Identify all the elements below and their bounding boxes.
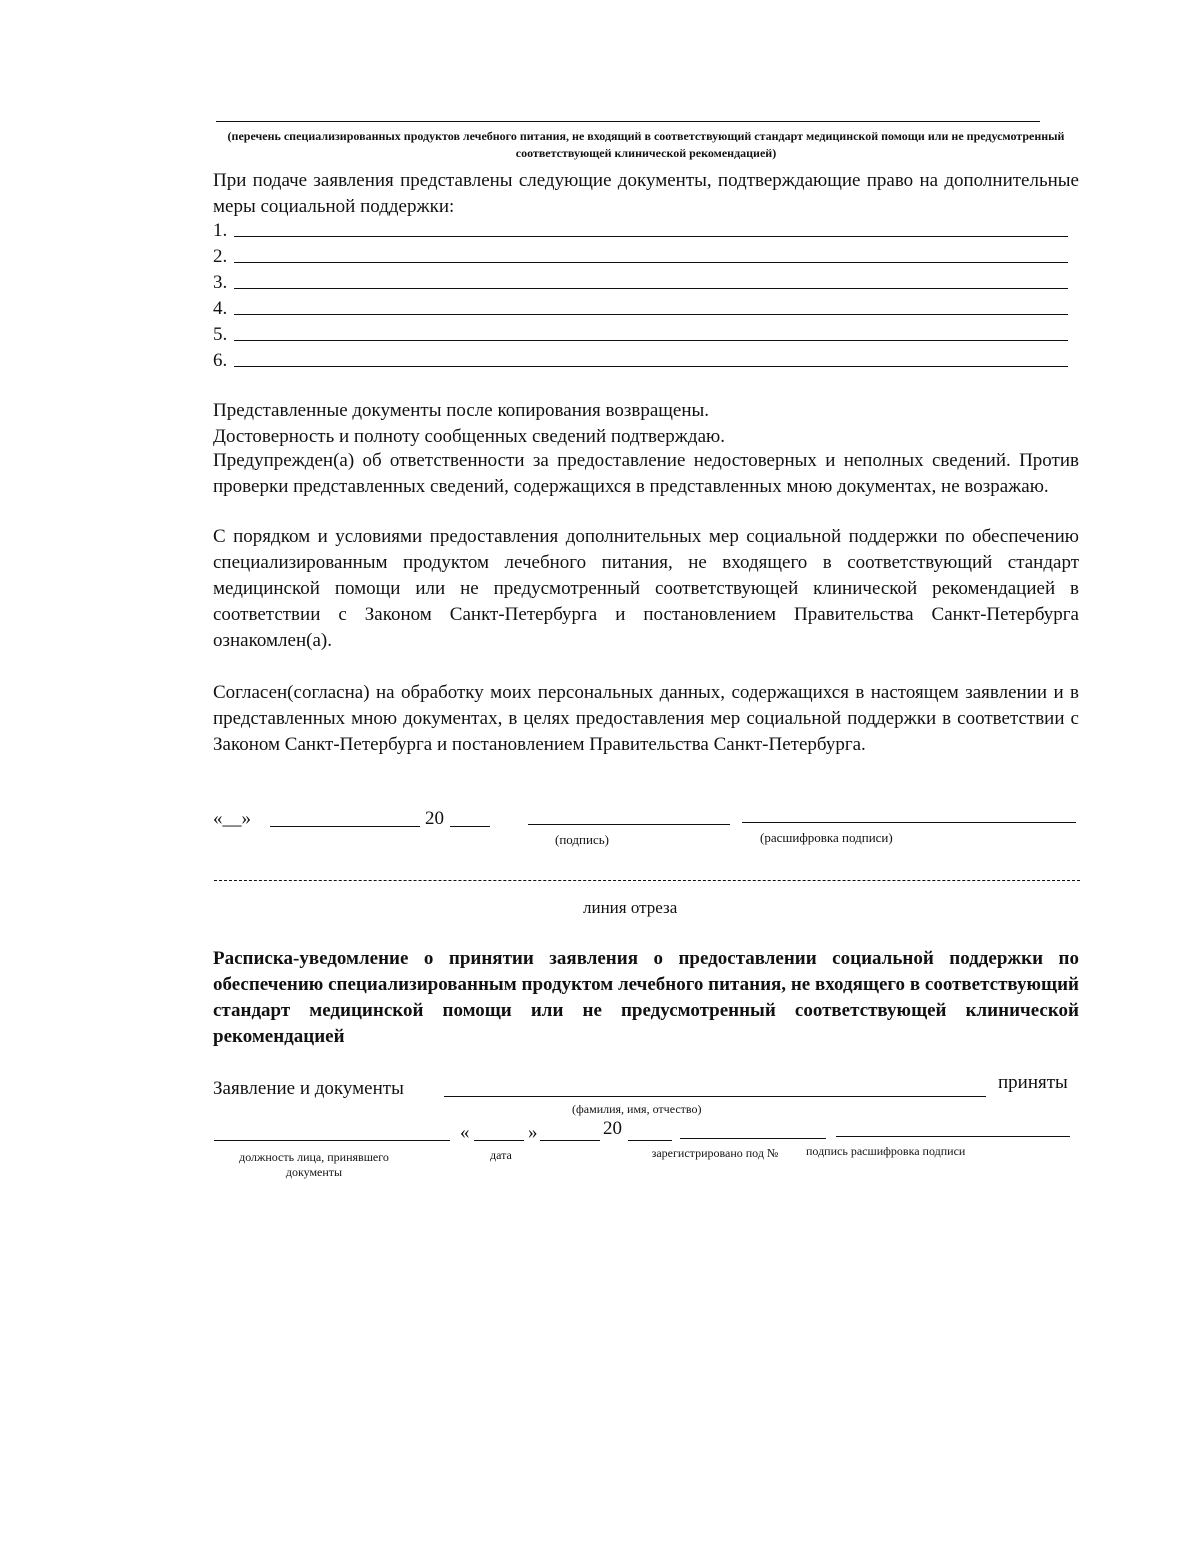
sign-decode2-line[interactable] bbox=[836, 1136, 1070, 1137]
cut-line-label: линия отреза bbox=[583, 898, 678, 917]
doc-line[interactable] bbox=[234, 366, 1068, 367]
signature-line[interactable] bbox=[528, 824, 730, 825]
doc-line[interactable] bbox=[234, 314, 1068, 315]
top-note: (перечень специализированных продуктов лечебного питания, не входящий в соответствующий стандарт медицинской помощи или не предусмотренный соответствующей клинической рекомендацией) bbox=[227, 129, 1065, 160]
signature-decode-line[interactable] bbox=[742, 822, 1076, 823]
signature-label: (подпись) bbox=[555, 832, 609, 847]
date2-month-line[interactable] bbox=[540, 1140, 600, 1141]
doc-number: 5. bbox=[213, 324, 228, 345]
date-year-line[interactable] bbox=[450, 826, 490, 827]
fio-label: (фамилия, имя, отчество) bbox=[572, 1102, 702, 1116]
doc-number: 4. bbox=[213, 298, 228, 319]
registered-label: зарегистрировано под № bbox=[651, 1146, 779, 1160]
statement-returned: Представленные документы после копирования возвращены. bbox=[213, 400, 710, 421]
top-rule bbox=[216, 121, 1040, 122]
date2-year-prefix: 20 bbox=[603, 1118, 622, 1139]
docs-accepted-suffix: приняты bbox=[998, 1072, 1068, 1093]
doc-number: 3. bbox=[213, 272, 228, 293]
date-month-line[interactable] bbox=[270, 826, 420, 827]
doc-line[interactable] bbox=[234, 288, 1068, 289]
statement-confirm: Достоверность и полноту сообщенных сведений подтверждаю. bbox=[213, 426, 725, 447]
doc-line[interactable] bbox=[234, 236, 1068, 237]
doc-line[interactable] bbox=[234, 262, 1068, 263]
date-day[interactable]: «__» bbox=[213, 808, 251, 829]
date2-day-line[interactable] bbox=[474, 1140, 524, 1141]
statement-consent: Согласен(согласна) на обработку моих персональных данных, содержащихся в настоящем заявлении и в представленных мною документах, в целях предоставления мер социальной поддержки в соответствии с Законом Санкт-Петербурга и постановлением Правительства Санкт-Петербурга. bbox=[213, 682, 1079, 755]
date-year-prefix: 20 bbox=[425, 808, 444, 829]
docs-accepted-prefix: Заявление и документы bbox=[213, 1078, 404, 1099]
signature-decode-label: (расшифровка подписи) bbox=[760, 830, 893, 845]
position-line[interactable] bbox=[214, 1140, 450, 1141]
date2-close: » bbox=[528, 1122, 538, 1143]
position-label: должность лица, принявшего документы bbox=[239, 1150, 389, 1179]
date2-year-line[interactable] bbox=[628, 1140, 672, 1141]
doc-number: 6. bbox=[213, 350, 228, 371]
registered-line[interactable] bbox=[680, 1138, 826, 1139]
receipt-title: Расписка-уведомление о принятии заявления о предоставлении социальной поддержки по обеспечению специализированным продуктом лечебного питания, не входящего в соответствующий стандарт медицинской помощи или не предусмотренный соответствующей клинической рекомендацией bbox=[213, 948, 1079, 1047]
date2-open: « bbox=[460, 1122, 470, 1143]
statement-familiar: С порядком и условиями предоставления дополнительных мер социальной поддержки по обеспечению специализированным продуктом лечебного питания, не входящего в соответствующий стандарт медицинской помощи или не предусмотренный соответствующей клинической рекомендацией в соответствии с Законом Санкт-Петербурга и постановлением Правительства Санкт-Петербурга ознакомлен(а). bbox=[213, 526, 1079, 651]
doc-number: 1. bbox=[213, 220, 228, 241]
accepted-by-line[interactable] bbox=[444, 1096, 986, 1097]
cut-dashed-line bbox=[214, 880, 1080, 881]
date2-label: дата bbox=[490, 1148, 512, 1162]
docs-intro: При подаче заявления представлены следующие документы, подтверждающие право на дополнительные меры социальной поддержки: bbox=[213, 170, 1079, 217]
doc-line[interactable] bbox=[234, 340, 1068, 341]
doc-number: 2. bbox=[213, 246, 228, 267]
statement-warned: Предупрежден(а) об ответственности за предоставление недостоверных и неполных сведений. Против проверки представленных сведений, содержащихся в представленных мною документах, не возражаю. bbox=[213, 450, 1079, 497]
sign-decode2-label: подпись расшифровка подписи bbox=[806, 1144, 966, 1158]
